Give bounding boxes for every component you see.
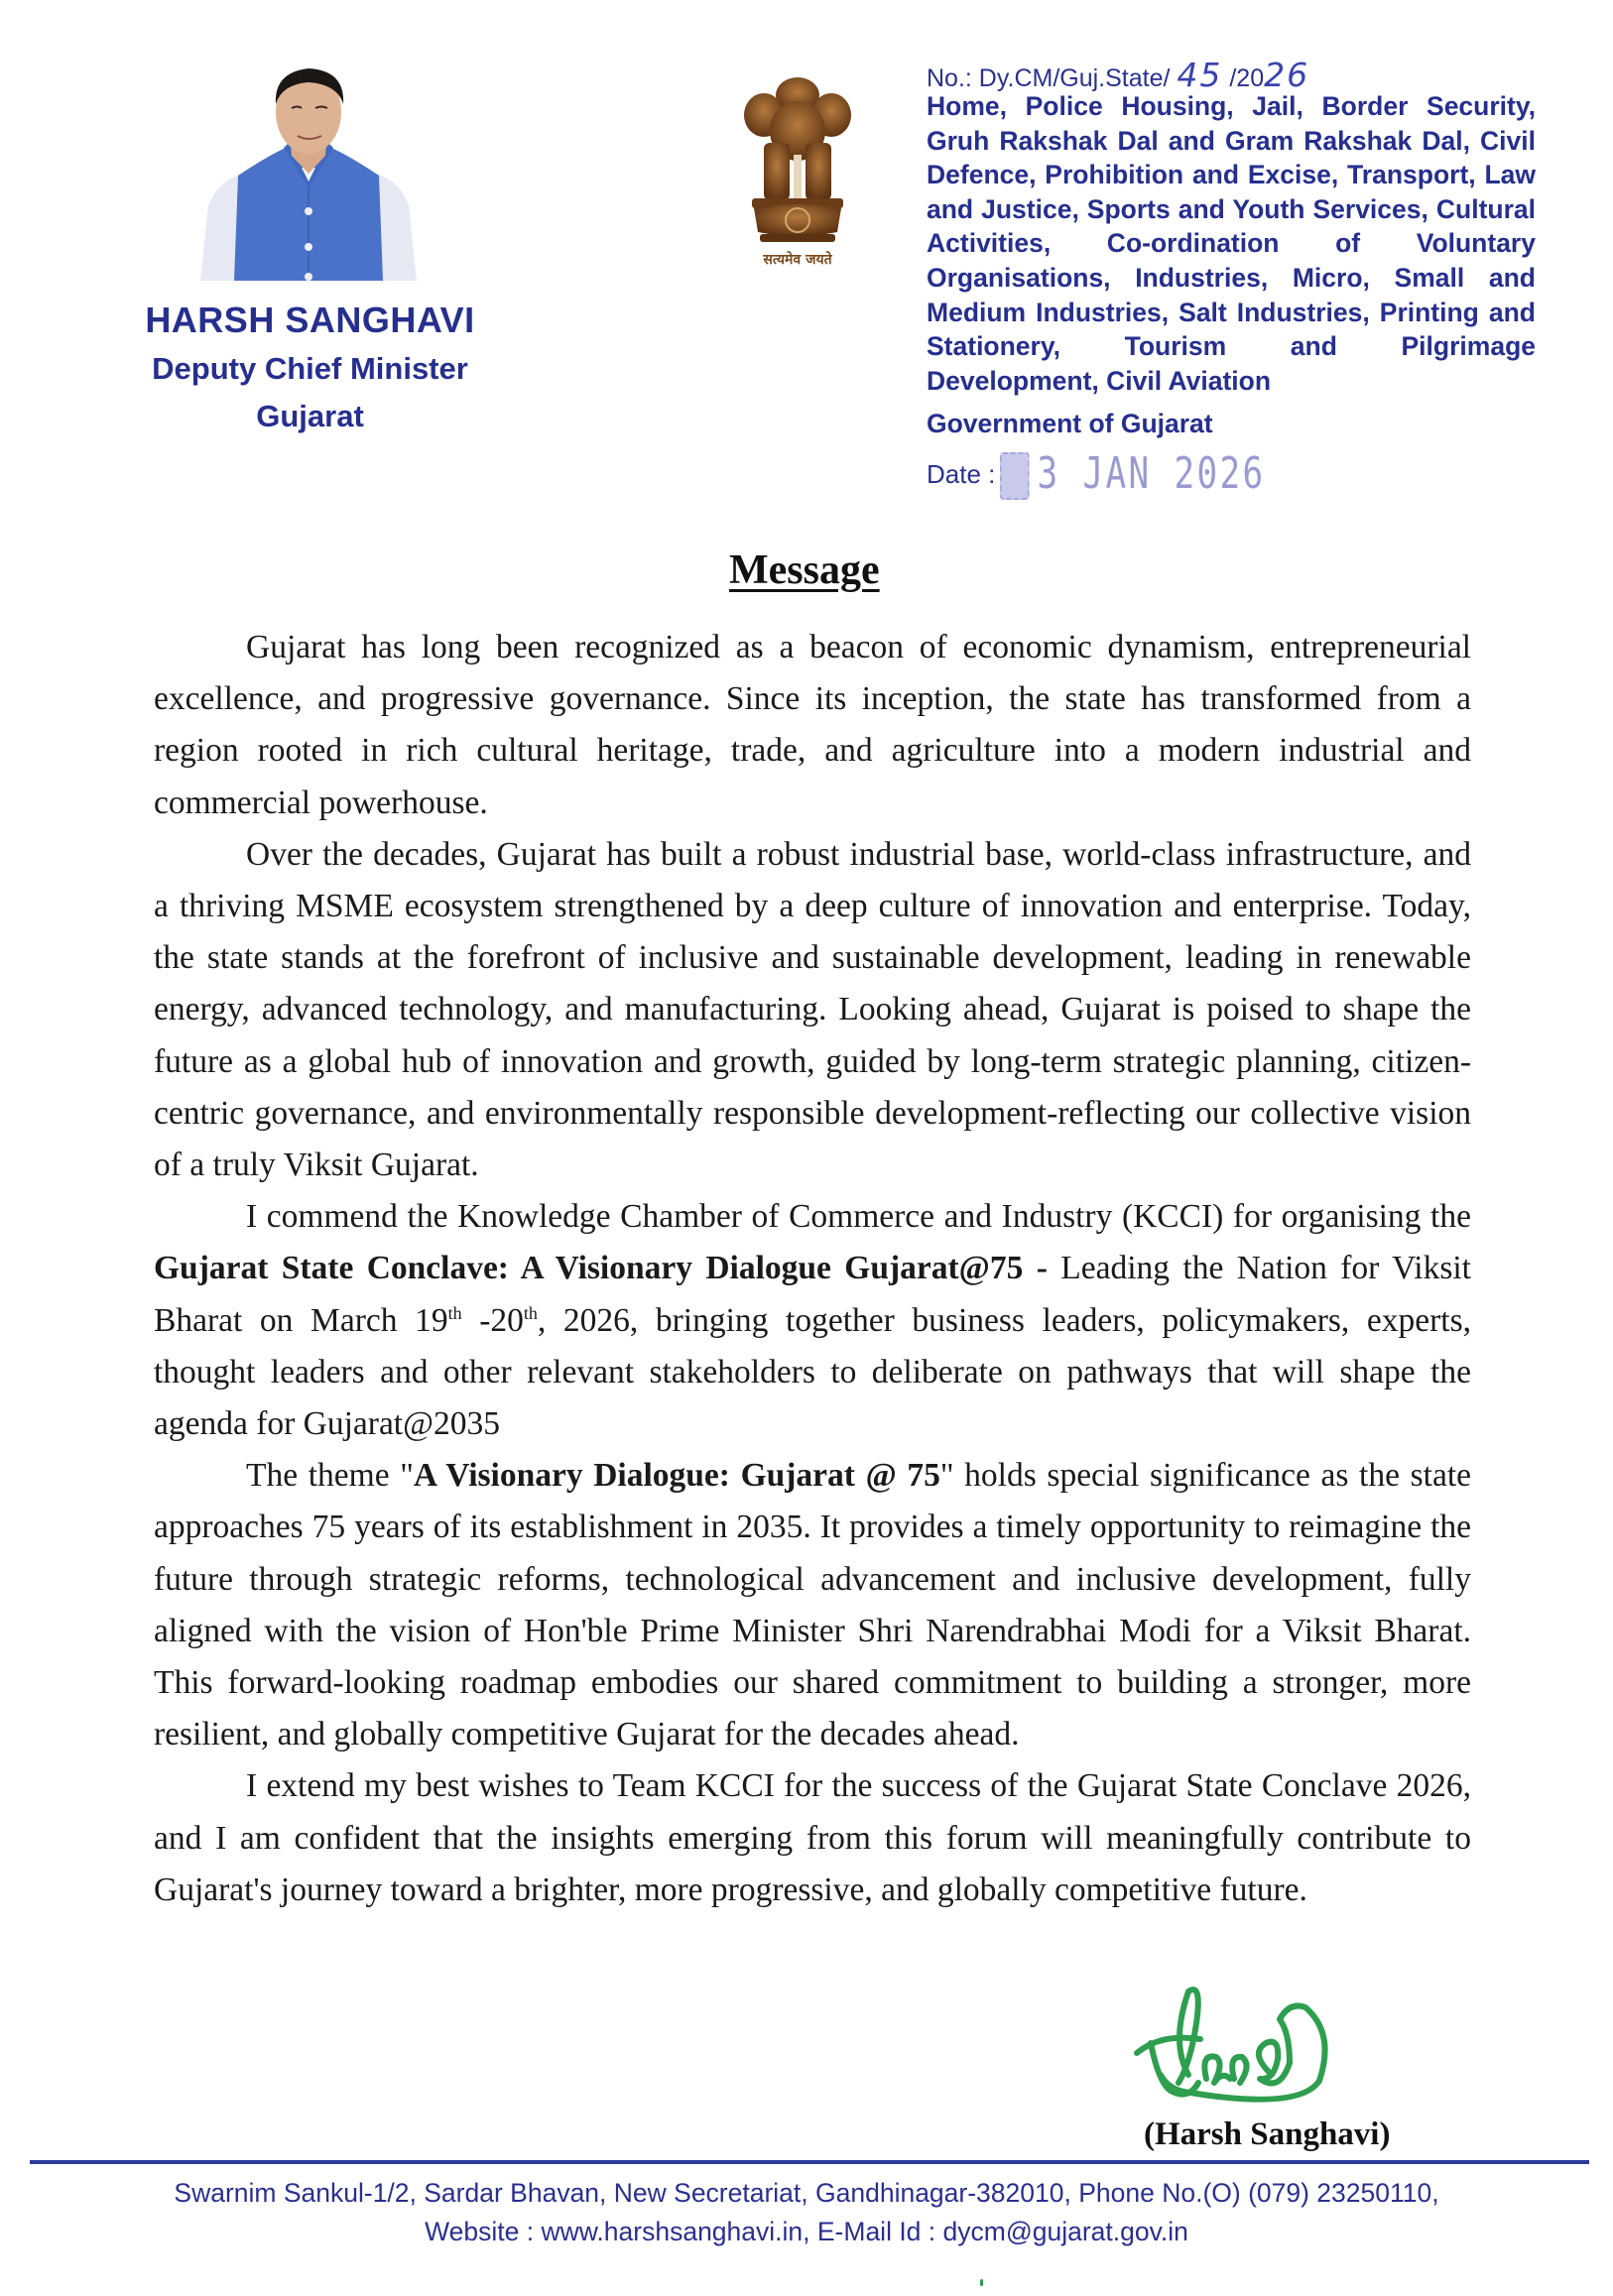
message-paragraph [154, 1191, 1471, 1450]
stamp-mark-icon [1000, 452, 1030, 500]
minister-photo [198, 57, 419, 281]
letterhead-designation: Deputy Chief Minister [152, 351, 468, 386]
message-paragraph [154, 1760, 1471, 1916]
paragraph-text: I extend my best wishes to Team KCCI for the success of the Gujarat State Conclave 2026, and I am confident that the insights emerging from this forum will meaningfully contribute to Gujarat's journey toward a brighter, more progressive, and globally competitive future. [154, 1767, 1471, 1908]
ordinal-suffix: th [523, 1302, 538, 1323]
bold-text: Gujarat State Conclave: A Visionary Dialogue Gujarat@75 - [154, 1250, 1048, 1287]
date-stamp-text: 3 JAN 2026 [1037, 448, 1266, 499]
reference-handwritten-number: 45 [1177, 56, 1223, 94]
paragraph-text: , 2026, bringing together business leaders, policymakers, experts, thought leaders and other relevant stakeholders to deliberate on pathways that will shape the agenda for Gujarat@2035 [154, 1301, 1471, 1443]
message-paragraph [154, 829, 1471, 1191]
government-name: Government of Gujarat [927, 409, 1213, 438]
date-label: Date : [927, 459, 996, 489]
message-paragraph [154, 622, 1471, 829]
paragraph-text: Over the decades, Gujarat has built a robust industrial base, world-class infrastructure, and a thriving MSME ecosystem strengthened by a deep culture of innovation and enterprise. Today, the state stands at the forefront of inclusive and sustainable development, leading in renewable energy, advanced technology, and manufacturing. Looking ahead, Gujarat is poised to shape the future as a global hub of innovation and growth, guided by long-term strategic planning, citizen-centric governance, and environmentally responsible development-reflecting our collective vision of a truly Viksit Gujarat. [154, 835, 1471, 1184]
portrait-photo-icon [198, 57, 419, 281]
paragraph-text: The theme " [246, 1457, 414, 1495]
ink-speck [980, 2279, 983, 2286]
reference-prefix: No.: Dy.CM/Guj.State/ [927, 64, 1171, 92]
paragraph-text: I commend the Knowledge Chamber of Commerce and Industry (KCCI) for organising the [246, 1198, 1471, 1236]
paragraph-text: Leading the Nation for Viksit Bharat on March 19 [154, 1250, 1471, 1339]
ordinal-suffix: th [447, 1302, 462, 1323]
letterhead-name: HARSH SANGHAVI [145, 300, 475, 340]
national-emblem [742, 73, 853, 272]
paragraph-text: Gujarat has long been recognized as a beacon of economic dynamism, entrepreneurial excellence, and progressive governance. Since its inception, the state has transformed from a region rooted in rich cultural heritage, trade, and agriculture into a modern industrial and commercial powerhouse. [154, 629, 1471, 821]
footer-divider [30, 2160, 1589, 2164]
paragraph-text: -20 [461, 1301, 524, 1339]
message-body [154, 622, 1471, 1916]
bold-text: A Visionary Dialogue: Gujarat @ 75 [413, 1457, 940, 1495]
reference-handwritten-year: 26 [1264, 56, 1310, 94]
date-stamp [1000, 448, 1265, 500]
signatory-name: (Harsh Sanghavi) [1144, 2116, 1391, 2152]
footer-contact: Website : www.harshsanghavi.in, E-Mail Id : dycm@gujarat.gov.in [425, 2217, 1188, 2246]
signature [1131, 1984, 1339, 2108]
reference-year-prefix: /20 [1229, 64, 1265, 92]
footer-address: Swarnim Sankul-1/2, Sardar Bhavan, New Secretariat, Gandhinagar-382010, Phone No.(O) (079) 23250110, [174, 2178, 1439, 2208]
message-paragraph [154, 1450, 1471, 1760]
paragraph-text: " holds special significance as the state approaches 75 years of its establishment in 2035. It provides a timely opportunity to reimagine the future through strategic reforms, technological advancement and inclusive development, fully aligned with the vision of Hon'ble Prime Minister Shri Narendrabhai Modi for a Viksit Bharat. This forward-looking roadmap embodies our shared commitment to building a stronger, more resilient, and globally competitive Gujarat for the decades ahead. [154, 1457, 1472, 1753]
portfolio-list: Home, Police Housing, Jail, Border Security, Gruh Rakshak Dal and Gram Rakshak Dal, Civil Defence, Prohibition and Excise, Transport, Law and Justice, Sports and Youth Services, Cultural Activities, Co-ordination of Voluntary Organisations, Industries, Micro, Small and Medium Industries, Salt Industries, Printing and Stationery, Tourism and Pilgrimage Development, Civil Aviation [927, 91, 1536, 396]
emblem-motto: सत्यमेव जयते [763, 252, 832, 268]
letterhead-state: Gujarat [256, 399, 364, 433]
handwritten-signature-icon [1131, 1984, 1339, 2108]
national-emblem-icon [742, 73, 853, 252]
message-title: Message [729, 547, 880, 593]
